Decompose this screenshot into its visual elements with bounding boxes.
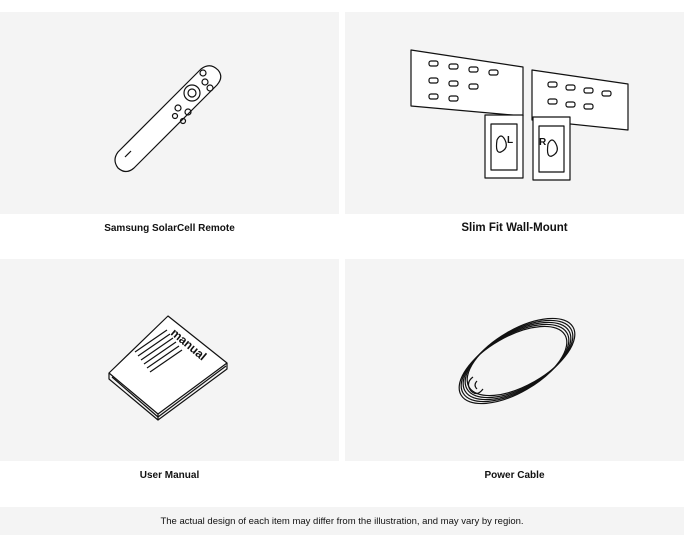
power-cable-caption: Power Cable [484,470,545,481]
wall-mount-caption: Slim Fit Wall-Mount [461,222,568,234]
user-manual-illustration [0,259,339,461]
solarcell-remote-illustration [0,12,339,214]
power-cable-panel [345,259,684,461]
manual-caption: User Manual [139,470,200,481]
remote-caption: Samsung SolarCell Remote [104,223,235,234]
remote-panel [0,12,339,214]
power-cable-illustration [345,259,684,461]
footer-note-text: The actual design of each item may differ from the illustration, and may vary by region. [160,515,524,527]
manual-panel [0,259,339,461]
manual-cover-text: manual [168,325,210,364]
wall-mount-panel [345,12,684,214]
plate-left-letter: L [507,135,514,146]
footer-note [0,507,684,535]
wall-mount-illustration [345,12,684,214]
plate-right-letter: R [539,137,547,148]
